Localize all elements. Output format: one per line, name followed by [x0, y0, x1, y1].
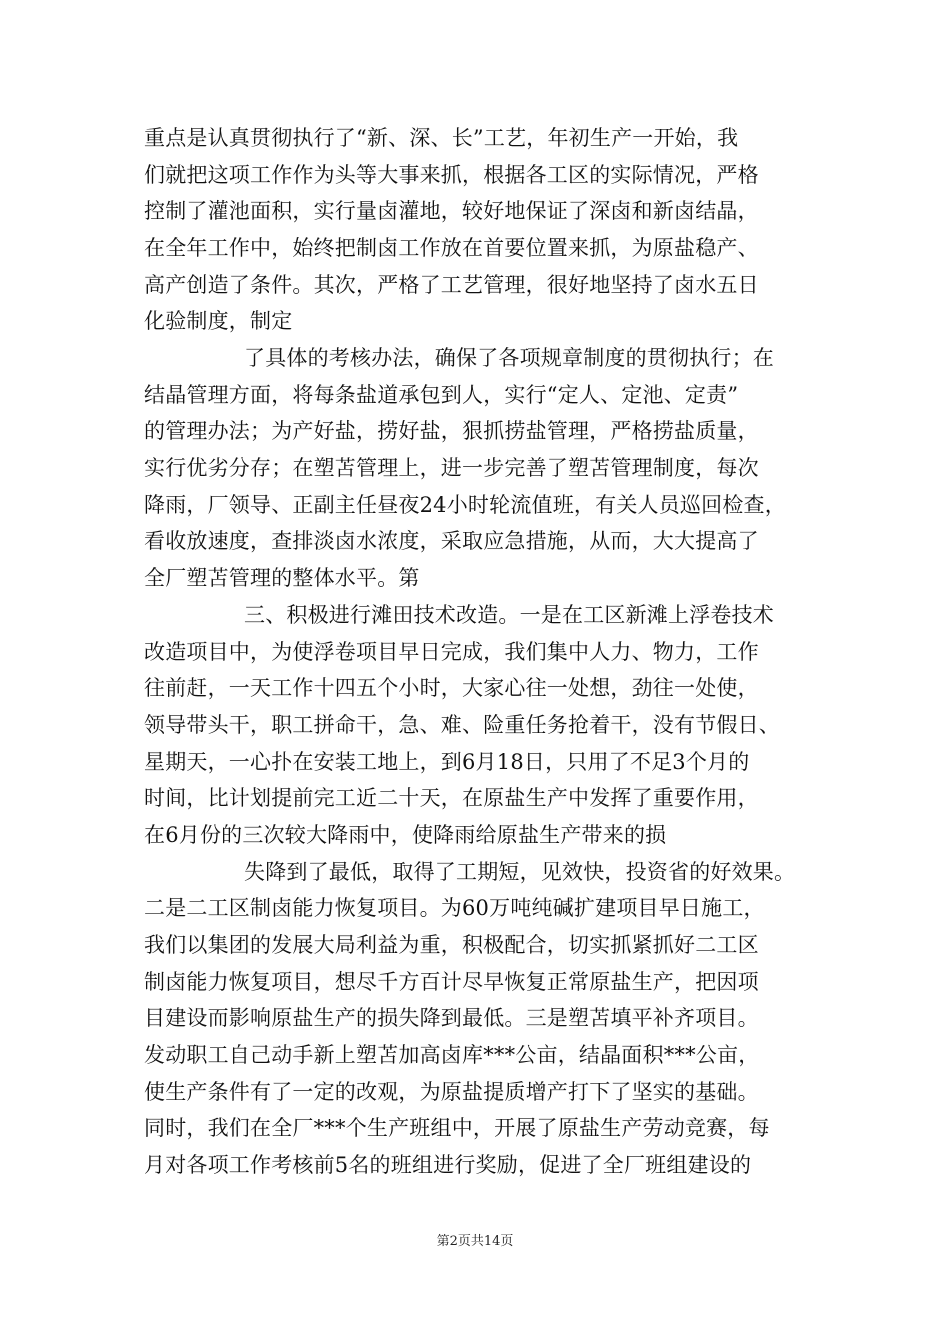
body-text-line: 领导带头干，职工拼命干，急、难、险重任务抢着干，没有节假日、	[144, 713, 780, 737]
body-text-line: 全厂塑苫管理的整体水平。第	[144, 566, 420, 590]
body-text-line: 控制了灌池面积，实行量卤灌地，较好地保证了深卤和新卤结晶，	[144, 199, 759, 223]
body-text-line: 星期天，一心扑在安装工地上，到6月18日，只用了不足3个月的	[144, 750, 750, 774]
body-text-line: 在全年工作中，始终把制卤工作放在首要位置来抓，为原盐稳产、	[144, 236, 759, 260]
body-text-line: 三、积极进行滩田技术改造。一是在工区新滩上浮卷技术	[244, 603, 774, 627]
body-text-line: 了具体的考核办法，确保了各项规章制度的贯彻执行；在	[244, 346, 774, 370]
body-text-line: 们就把这项工作作为头等大事来抓，根据各工区的实际情况，严格	[144, 163, 759, 187]
body-text-line: 时间，比计划提前完工近二十天，在原盐生产中发挥了重要作用，	[144, 786, 759, 810]
body-text-line: 看收放速度，查排淡卤水浓度，采取应急措施，从而，大大提高了	[144, 529, 759, 553]
body-text-line: 失降到了最低，取得了工期短，见效快，投资省的好效果。	[244, 860, 796, 884]
body-text-line: 化验制度，制定	[144, 309, 293, 333]
body-text-line: 降雨，厂领导、正副主任昼夜24小时轮流值班，有关人员巡回检查，	[144, 493, 786, 517]
body-text-line: 在6月份的三次较大降雨中，使降雨给原盐生产带来的损	[144, 823, 667, 847]
body-text-line: 重点是认真贯彻执行了“新、深、长”工艺，年初生产一开始，我	[144, 126, 739, 150]
body-text-line: 我们以集团的发展大局利益为重，积极配合，切实抓紧抓好二工区	[144, 933, 759, 957]
body-text-line: 二是二工区制卤能力恢复项目。为60万吨纯碱扩建项目早日施工，	[144, 896, 765, 920]
body-text-line: 使生产条件有了一定的改观，为原盐提质增产打下了坚实的基础。	[144, 1080, 759, 1104]
body-text-line: 改造项目中，为使浮卷项目早日完成，我们集中人力、物力，工作	[144, 640, 759, 664]
body-text-line: 实行优劣分存；在塑苫管理上，进一步完善了塑苫管理制度，每次	[144, 456, 759, 480]
body-text-line: 同时，我们在全厂***个生产班组中，开展了原盐生产劳动竞赛，每	[144, 1116, 770, 1140]
body-text-line: 结晶管理方面，将每条盐道承包到人，实行“定人、定池、定责”	[144, 383, 739, 407]
body-text-line: 的管理办法；为产好盐，捞好盐，狠抓捞盐管理，严格捞盐质量，	[144, 419, 759, 443]
body-text-line: 发动职工自己动手新上塑苫加高卤库***公亩，结晶面积***公亩，	[144, 1043, 760, 1067]
body-text-line: 制卤能力恢复项目，想尽千方百计尽早恢复正常原盐生产，把因项	[144, 970, 759, 994]
body-text-line: 往前赶，一天工作十四五个小时，大家心往一处想，劲往一处使，	[144, 676, 759, 700]
page-number-footer: 第2页共14页	[436, 1234, 514, 1249]
body-text-line: 月对各项工作考核前5名的班组进行奖励，促进了全厂班组建设的	[144, 1153, 752, 1177]
body-text-line: 高产创造了条件。其次，严格了工艺管理，很好地坚持了卤水五日	[144, 273, 759, 297]
body-text-line: 目建设而影响原盐生产的损失降到最低。三是塑苫填平补齐项目。	[144, 1006, 759, 1030]
